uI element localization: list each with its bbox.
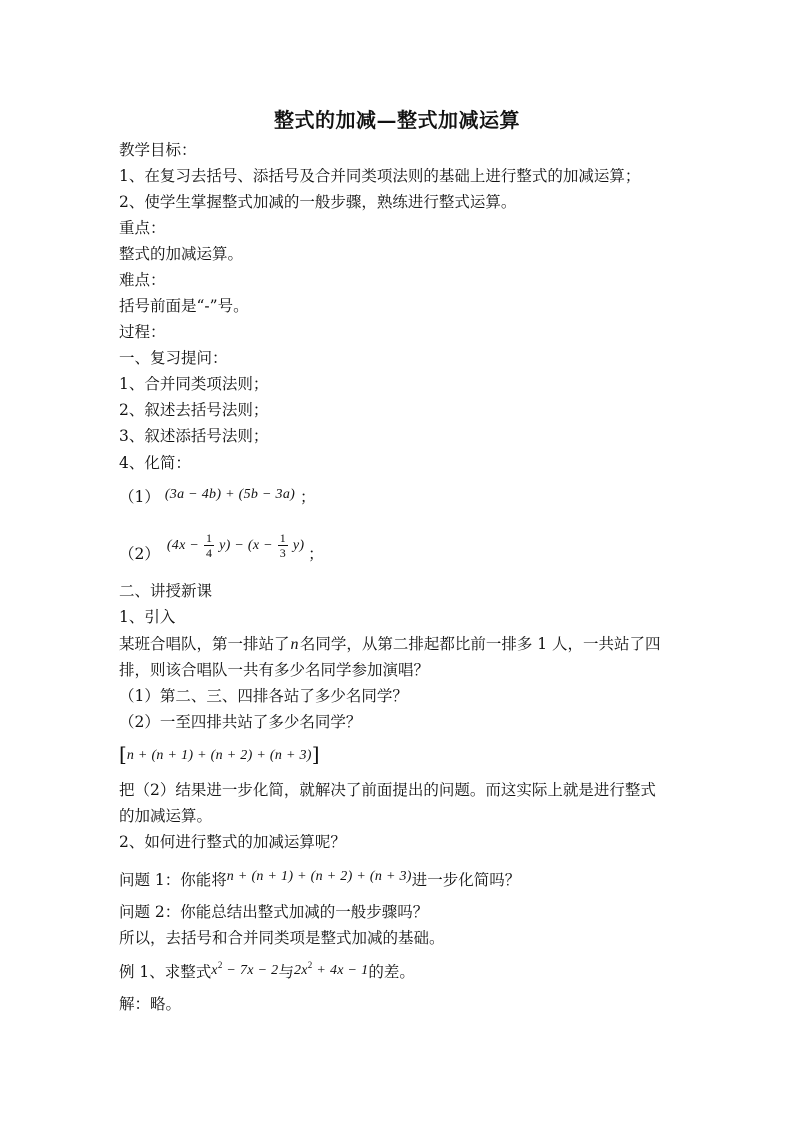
exercise-1-label: （1） [119,488,160,506]
objective-2: 2、使学生掌握整式加减的一般步骤，熟练进行整式运算。 [119,193,517,211]
difficulty-text: 括号前面是“-”号。 [119,297,249,315]
section-objectives-heading: 教学目标： [119,141,197,159]
intro-heading: 1、引入 [119,608,176,626]
question-1-formula: n + (n + 1) + (n + 2) + (n + 3) [226,869,412,884]
exercise-2-end: ； [308,545,324,563]
right-bracket: ] [311,742,320,766]
process-heading: 过程： [119,323,166,341]
exercise-2-part-b: y) − (x − [219,538,273,553]
question-2: 问题 2：你能总结出整式加减的一般步骤吗？ [119,903,429,921]
page-title: 整式的加减—整式加减运算 [274,108,520,132]
exercise-2-label: （2） [119,545,160,563]
review-item-2: 2、叙述去括号法则； [119,401,269,419]
solution: 解：略。 [119,995,182,1013]
fraction-one-third: $\frac{1}{3}$ [279,531,287,561]
simplify-exercise-1 [119,484,316,508]
choir-question-1: （1）第二、三、四排各站了多少名同学？ [119,687,408,705]
exercise-2-part-a: (4x − [166,538,200,553]
exercise-2-part-c: y) [292,538,305,553]
choir-problem-line-1: 某班合唱队，第一排站了n名同学，从第二排起都比前一排多 1 人，一共站了四 [119,635,661,653]
question-1: 问题 1：你能将n + (n + 1) + (n + 2) + (n + 3)进一步化简吗？ [119,869,521,889]
exercise-2-formula [166,531,308,561]
objective-1: 1、在复习去括号、添括号及合并同类项法则的基础上进行整式的加减运算； [119,167,641,185]
review-item-3: 3、叙述添括号法则； [119,427,269,445]
polynomial-2: $2x^2 + 4x - 1$ [293,960,369,978]
explanation-line-2: 的加减运算。 [119,807,213,825]
difficulty-heading: 难点： [119,271,166,289]
conclusion: 所以，去括号和合并同类项是整式加减的基础。 [119,929,445,947]
explanation-line-1: 把（2）结果进一步化简，就解决了前面提出的问题。而这实际上就是进行整式 [119,781,656,799]
review-heading: 一、复习提问： [119,349,228,367]
exercise-1-formula: (3a − 4b) + (5b − 3a) [164,487,296,502]
key-point-text: 整式的加减运算。 [119,245,244,263]
fraction-one-quarter: $\frac{1}{4}$ [205,531,213,561]
simplify-exercise-2 [119,528,324,570]
review-item-1: 1、合并同类项法则； [119,375,269,393]
key-point-heading: 重点： [119,219,166,237]
choir-problem-line-2: 排，则该合唱队一共有多少名同学参加演唱？ [119,661,430,679]
review-item-4: 4、化简： [119,454,191,472]
left-bracket: [ [119,742,127,766]
sum-formula: n + (n + 1) + (n + 2) + (n + 3) [126,748,312,763]
variable-n: n [290,636,299,653]
polynomial-1: $x^2 - 7x - 2$ [211,960,279,978]
sum-expression [119,743,320,767]
choir-question-2: （2）一至四排共站了多少名同学？ [119,713,362,731]
new-lesson-heading: 二、讲授新课 [119,582,213,600]
exercise-1-end: ； [300,488,316,506]
how-to-heading: 2、如何进行整式的加减运算呢？ [119,833,346,851]
example-1: 例 1、求整式$x^2 - 7x - 2$与$2x^2 + 4x - 1$的差。 [119,960,415,981]
